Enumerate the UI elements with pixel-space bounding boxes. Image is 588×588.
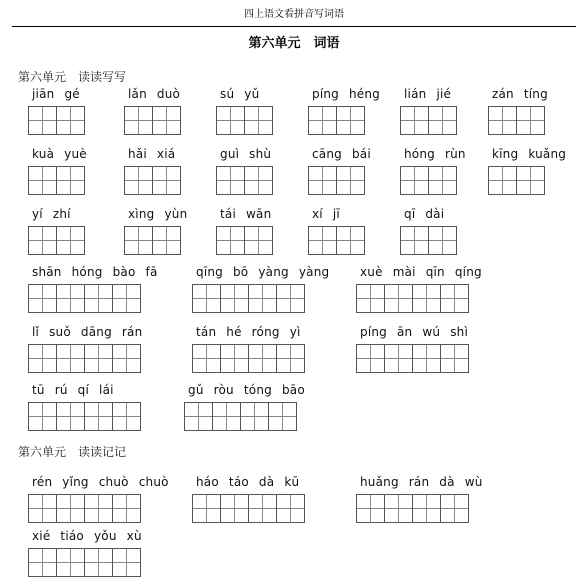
writing-grid [308, 226, 365, 255]
word-item [308, 86, 380, 135]
tianzige-box[interactable] [216, 106, 245, 135]
tianzige-box[interactable] [216, 166, 245, 195]
word-item [308, 146, 371, 195]
writing-grid [400, 106, 457, 135]
page-title: 第六单元 词语 [248, 36, 340, 51]
pinyin-label: yí zhí [32, 207, 71, 221]
section-label-read-write: 第六单元 读读写写 [18, 70, 127, 84]
tianzige-box[interactable] [400, 166, 429, 195]
tianzige-box[interactable] [488, 106, 517, 135]
tianzige-box[interactable] [28, 284, 57, 313]
tianzige-box[interactable] [124, 226, 153, 255]
pinyin-label: hóng rùn [404, 147, 466, 161]
writing-grid [400, 226, 457, 255]
word-item [356, 264, 482, 313]
tianzige-box[interactable] [112, 494, 141, 523]
pinyin-label: qī dài [404, 207, 445, 221]
tianzige-box[interactable] [152, 226, 181, 255]
word-item [216, 206, 273, 255]
word-item [192, 324, 305, 373]
tianzige-box[interactable] [28, 494, 57, 523]
tianzige-box[interactable] [428, 166, 457, 195]
writing-grid [184, 402, 305, 431]
tianzige-box[interactable] [28, 226, 57, 255]
writing-grid [124, 166, 181, 195]
writing-grid [192, 284, 329, 313]
writing-grid [28, 548, 142, 577]
tianzige-box[interactable] [384, 494, 413, 523]
tianzige-box[interactable] [56, 166, 85, 195]
tianzige-box[interactable] [184, 402, 213, 431]
tianzige-box[interactable] [516, 166, 545, 195]
word-item [28, 324, 142, 373]
word-item [28, 146, 87, 195]
tianzige-box[interactable] [28, 402, 57, 431]
pinyin-label: kuà yuè [32, 147, 87, 161]
tianzige-box[interactable] [356, 284, 385, 313]
word-item [124, 86, 181, 135]
writing-grid [488, 166, 566, 195]
word-item [400, 206, 457, 255]
tianzige-box[interactable] [248, 494, 277, 523]
tianzige-box[interactable] [124, 166, 153, 195]
tianzige-box[interactable] [192, 494, 221, 523]
writing-grid [216, 166, 273, 195]
tianzige-box[interactable] [308, 166, 337, 195]
tianzige-box[interactable] [336, 166, 365, 195]
tianzige-box[interactable] [440, 494, 469, 523]
tianzige-box[interactable] [244, 166, 273, 195]
pinyin-label: qīng bō yàng yàng [196, 265, 330, 279]
pinyin-label: tái wān [220, 207, 272, 221]
tianzige-box[interactable] [276, 494, 305, 523]
pinyin-label: huǎng rán dà wù [360, 475, 483, 489]
word-item [488, 146, 566, 195]
tianzige-box[interactable] [336, 226, 365, 255]
pinyin-label: lián jié [404, 87, 452, 101]
word-item [28, 206, 85, 255]
writing-grid [124, 106, 181, 135]
tianzige-box[interactable] [268, 402, 297, 431]
tianzige-box[interactable] [28, 548, 57, 577]
tianzige-box[interactable] [84, 494, 113, 523]
writing-grid [28, 344, 142, 373]
tianzige-box[interactable] [56, 344, 85, 373]
word-item [184, 382, 305, 431]
word-item [400, 86, 457, 135]
tianzige-box[interactable] [56, 106, 85, 135]
tianzige-box[interactable] [412, 494, 441, 523]
pinyin-label: xìng yùn [128, 207, 188, 221]
tianzige-box[interactable] [248, 284, 277, 313]
section-label-read-remember: 第六单元 读读记记 [18, 445, 127, 459]
tianzige-box[interactable] [336, 106, 365, 135]
tianzige-box[interactable] [516, 106, 545, 135]
tianzige-box[interactable] [400, 106, 429, 135]
pinyin-label: xí jī [312, 207, 340, 221]
writing-grid [216, 226, 273, 255]
word-item [216, 86, 273, 135]
tianzige-box[interactable] [28, 106, 57, 135]
writing-grid [192, 494, 305, 523]
tianzige-box[interactable] [356, 494, 385, 523]
tianzige-box[interactable] [56, 548, 85, 577]
pinyin-label: kīng kuǎng [492, 147, 567, 161]
word-item [28, 528, 142, 577]
writing-grid [28, 106, 85, 135]
tianzige-box[interactable] [244, 106, 273, 135]
word-item [192, 264, 329, 313]
tianzige-box[interactable] [124, 106, 153, 135]
pinyin-label: lǐ suǒ dāng rán [32, 325, 143, 339]
tianzige-box[interactable] [220, 494, 249, 523]
writing-grid [216, 106, 273, 135]
tianzige-box[interactable] [384, 284, 413, 313]
pinyin-label: tū rú qí lái [32, 383, 114, 397]
word-item [124, 206, 187, 255]
tianzige-box[interactable] [276, 284, 305, 313]
pinyin-label: xuè mài qīn qíng [360, 265, 482, 279]
writing-grid [308, 166, 371, 195]
tianzige-box[interactable] [152, 106, 181, 135]
tianzige-box[interactable] [84, 284, 113, 313]
tianzige-box[interactable] [192, 284, 221, 313]
tianzige-box[interactable] [28, 344, 57, 373]
pinyin-label: guì shù [220, 147, 272, 161]
pinyin-label: lǎn duò [128, 87, 181, 101]
writing-grid [400, 166, 466, 195]
tianzige-box[interactable] [56, 494, 85, 523]
tianzige-box[interactable] [216, 226, 245, 255]
tianzige-box[interactable] [412, 284, 441, 313]
word-item [124, 146, 181, 195]
writing-grid [356, 344, 469, 373]
tianzige-box[interactable] [240, 402, 269, 431]
tianzige-box[interactable] [192, 344, 221, 373]
tianzige-box[interactable] [112, 284, 141, 313]
writing-grid [308, 106, 380, 135]
tianzige-box[interactable] [56, 226, 85, 255]
writing-grid [28, 226, 85, 255]
writing-grid [28, 402, 141, 431]
tianzige-box[interactable] [384, 344, 413, 373]
pinyin-label: xié tiáo yǒu xù [32, 529, 142, 543]
writing-grid [356, 284, 482, 313]
word-item [488, 86, 548, 135]
word-item [28, 86, 85, 135]
writing-grid [124, 226, 187, 255]
tianzige-box[interactable] [84, 402, 113, 431]
tianzige-box[interactable] [248, 344, 277, 373]
writing-grid [28, 284, 158, 313]
tianzige-box[interactable] [428, 226, 457, 255]
pinyin-label: píng héng [312, 87, 380, 101]
tianzige-box[interactable] [28, 166, 57, 195]
word-item [308, 206, 365, 255]
tianzige-box[interactable] [56, 402, 85, 431]
tianzige-box[interactable] [112, 344, 141, 373]
word-item [28, 382, 141, 431]
tianzige-box[interactable] [152, 166, 181, 195]
word-item [356, 474, 483, 523]
tianzige-box[interactable] [220, 284, 249, 313]
pinyin-label: píng ān wú shì [360, 325, 468, 339]
pinyin-label: shān hóng bào fā [32, 265, 158, 279]
tianzige-box[interactable] [212, 402, 241, 431]
tianzige-box[interactable] [440, 284, 469, 313]
tianzige-box[interactable] [412, 344, 441, 373]
tianzige-box[interactable] [112, 402, 141, 431]
writing-grid [28, 494, 169, 523]
tianzige-box[interactable] [400, 226, 429, 255]
word-item [216, 146, 273, 195]
tianzige-box[interactable] [84, 344, 113, 373]
tianzige-box[interactable] [244, 226, 273, 255]
word-item [28, 474, 169, 523]
pinyin-label: tán hé róng yì [196, 325, 301, 339]
tianzige-box[interactable] [356, 344, 385, 373]
tianzige-box[interactable] [220, 344, 249, 373]
word-item [28, 264, 158, 313]
pinyin-label: sú yǔ [220, 87, 260, 101]
tianzige-box[interactable] [112, 548, 141, 577]
pinyin-label: zán tíng [492, 87, 548, 101]
writing-grid [488, 106, 548, 135]
pinyin-label: rén yǐng chuò chuò [32, 475, 169, 489]
tianzige-box[interactable] [428, 106, 457, 135]
pinyin-label: hǎi xiá [128, 147, 176, 161]
pinyin-label: háo táo dà kū [196, 475, 300, 489]
word-item [400, 146, 466, 195]
tianzige-box[interactable] [308, 226, 337, 255]
writing-grid [28, 166, 87, 195]
word-item [192, 474, 305, 523]
tianzige-box[interactable] [488, 166, 517, 195]
pinyin-label: jiān gé [32, 87, 80, 101]
tianzige-box[interactable] [56, 284, 85, 313]
writing-grid [356, 494, 483, 523]
tianzige-box[interactable] [84, 548, 113, 577]
pinyin-label: gǔ ròu tóng bāo [188, 383, 305, 397]
word-item [356, 324, 469, 373]
document-header: 四上语文看拼音写词语 [12, 4, 576, 27]
tianzige-box[interactable] [440, 344, 469, 373]
writing-grid [192, 344, 305, 373]
tianzige-box[interactable] [276, 344, 305, 373]
tianzige-box[interactable] [308, 106, 337, 135]
pinyin-label: cāng bái [312, 147, 371, 161]
